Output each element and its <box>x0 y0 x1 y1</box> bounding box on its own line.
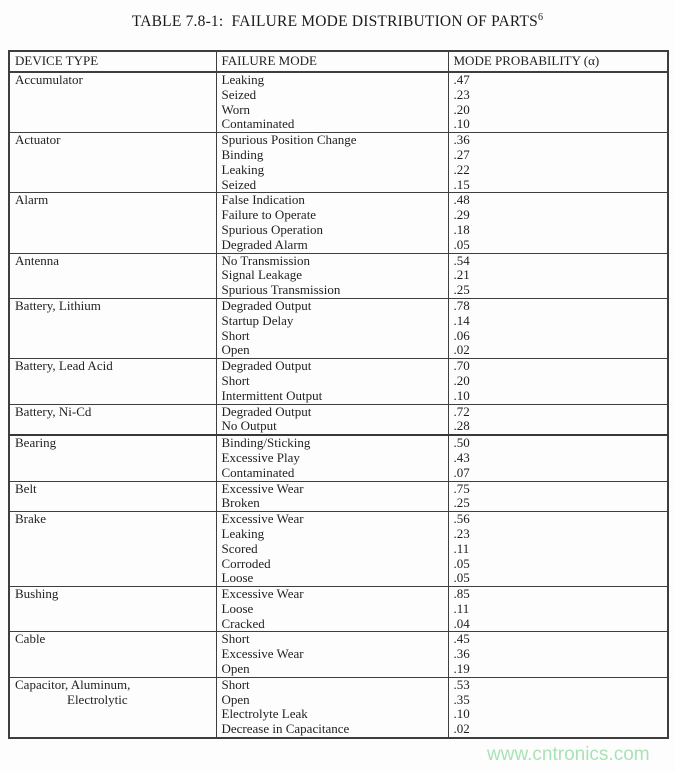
failure-mode-cell: Cracked <box>216 617 448 632</box>
failure-mode-cell: Scored <box>216 542 448 557</box>
failure-mode-cell: Open <box>216 343 448 358</box>
failure-mode-cell: False Indication <box>216 193 448 208</box>
failure-mode-cell: Short <box>216 329 448 344</box>
device-type-label: Alarm <box>15 192 49 208</box>
mode-probability-cell: .53 <box>448 677 668 692</box>
mode-probability-cell: .04 <box>448 617 668 632</box>
mode-probability-cell: .05 <box>448 238 668 253</box>
device-type-label: Cable <box>15 631 46 647</box>
device-type-cell <box>9 298 216 358</box>
mode-probability-cell: .29 <box>448 208 668 223</box>
mode-probability-cell: .21 <box>448 268 668 283</box>
failure-mode-cell: Contaminated <box>216 117 448 132</box>
failure-mode-cell: Intermittent Output <box>216 389 448 404</box>
mode-probability-cell: .23 <box>448 527 668 542</box>
mode-probability-cell: .50 <box>448 435 668 451</box>
mode-probability-cell: .72 <box>448 404 668 419</box>
failure-mode-cell: Leaking <box>216 527 448 542</box>
device-type-label: Antenna <box>15 253 60 268</box>
mode-probability-cell: .05 <box>448 571 668 586</box>
failure-mode-cell: Spurious Operation <box>216 223 448 238</box>
device-type-cell <box>9 359 216 404</box>
failure-mode-cell: Degraded Alarm <box>216 238 448 253</box>
header-failure-mode: FAILURE MODE <box>216 51 448 72</box>
failure-mode-cell: No Transmission <box>216 253 448 268</box>
mode-probability-cell: .19 <box>448 662 668 677</box>
device-type-label: Bearing <box>15 435 57 451</box>
mode-probability-cell: .02 <box>448 722 668 738</box>
table-row <box>9 481 668 496</box>
table-row <box>9 632 668 647</box>
table-row <box>9 404 668 419</box>
failure-mode-cell: Excessive Wear <box>216 512 448 527</box>
failure-mode-cell: Excessive Wear <box>216 647 448 662</box>
device-type-cell <box>9 481 216 512</box>
mode-probability-cell: .85 <box>448 587 668 602</box>
mode-probability-cell: .54 <box>448 253 668 268</box>
device-type-label-line2: Electrolytic <box>67 691 128 707</box>
failure-table-body <box>9 72 668 738</box>
mode-probability-cell: .18 <box>448 223 668 238</box>
mode-probability-cell: .45 <box>448 632 668 647</box>
failure-mode-cell: Degraded Output <box>216 298 448 313</box>
device-type-cell <box>9 677 216 738</box>
mode-probability-cell: .10 <box>448 707 668 722</box>
device-type-cell <box>9 253 216 298</box>
table-row <box>9 298 668 313</box>
failure-mode-cell: Open <box>216 693 448 708</box>
failure-mode-cell: Degraded Output <box>216 359 448 374</box>
failure-mode-cell: Loose <box>216 602 448 617</box>
failure-mode-cell: Leaking <box>216 163 448 178</box>
header-mode-probability: MODE PROBABILITY (α) <box>448 51 668 72</box>
mode-probability-cell: .23 <box>448 88 668 103</box>
table-row <box>9 677 668 692</box>
device-type-label: Accumulator <box>15 72 83 87</box>
failure-mode-cell: Spurious Transmission <box>216 283 448 298</box>
mode-probability-cell: .11 <box>448 542 668 557</box>
device-type-label: Brake <box>15 511 47 527</box>
device-type-cell <box>9 512 216 587</box>
device-type-cell <box>9 587 216 632</box>
mode-probability-cell: .28 <box>448 419 668 435</box>
mode-probability-cell: .15 <box>448 178 668 193</box>
device-type-label: Battery, Lithium <box>15 298 101 313</box>
failure-mode-cell: Loose <box>216 571 448 586</box>
device-type-label: Battery, Ni-Cd <box>15 404 92 419</box>
mode-probability-cell: .20 <box>448 103 668 118</box>
failure-mode-cell: Excessive Wear <box>216 587 448 602</box>
failure-mode-cell: No Output <box>216 419 448 435</box>
failure-mode-cell: Decrease in Capacitance <box>216 722 448 738</box>
mode-probability-cell: .22 <box>448 163 668 178</box>
failure-mode-cell: Short <box>216 677 448 692</box>
device-type-label: Battery, Lead Acid <box>15 358 113 374</box>
failure-mode-cell: Failure to Operate <box>216 208 448 223</box>
mode-probability-cell: .06 <box>448 329 668 344</box>
failure-mode-cell: Signal Leakage <box>216 268 448 283</box>
mode-probability-cell: .48 <box>448 193 668 208</box>
mode-probability-cell: .02 <box>448 343 668 358</box>
mode-probability-cell: .10 <box>448 117 668 132</box>
failure-mode-cell: Spurious Position Change <box>216 133 448 148</box>
failure-mode-cell: Excessive Play <box>216 451 448 466</box>
table-title <box>0 13 675 31</box>
mode-probability-cell: .35 <box>448 693 668 708</box>
mode-probability-cell: .75 <box>448 481 668 496</box>
mode-probability-cell: .27 <box>448 148 668 163</box>
table-row <box>9 253 668 268</box>
failure-mode-cell: Worn <box>216 103 448 118</box>
mode-probability-cell: .25 <box>448 496 668 511</box>
mode-probability-cell: .25 <box>448 283 668 298</box>
table-row <box>9 512 668 527</box>
failure-mode-cell: Startup Delay <box>216 314 448 329</box>
failure-mode-cell: Open <box>216 662 448 677</box>
device-type-cell <box>9 193 216 253</box>
failure-mode-cell: Short <box>216 374 448 389</box>
failure-mode-cell: Leaking <box>216 72 448 88</box>
mode-probability-cell: .78 <box>448 298 668 313</box>
table-row <box>9 133 668 148</box>
mode-probability-cell: .47 <box>448 72 668 88</box>
table-title-footnote: 6 <box>537 11 544 23</box>
failure-mode-cell: Degraded Output <box>216 404 448 419</box>
device-type-label: Belt <box>15 481 37 496</box>
mode-probability-cell: .56 <box>448 512 668 527</box>
mode-probability-cell: .10 <box>448 389 668 404</box>
mode-probability-cell: .70 <box>448 359 668 374</box>
failure-mode-cell: Short <box>216 632 448 647</box>
mode-probability-cell: .36 <box>448 133 668 148</box>
failure-mode-cell: Seized <box>216 178 448 193</box>
table-row <box>9 435 668 451</box>
device-type-label: Actuator <box>15 132 61 148</box>
device-type-label: Capacitor, Aluminum, <box>15 677 131 692</box>
table-row <box>9 72 668 88</box>
failure-mode-cell: Excessive Wear <box>216 481 448 496</box>
table-row <box>9 359 668 374</box>
device-type-cell <box>9 72 216 133</box>
mode-probability-cell: .07 <box>448 466 668 481</box>
failure-mode-cell: Contaminated <box>216 466 448 481</box>
table-row <box>9 587 668 602</box>
failure-mode-cell: Electrolyte Leak <box>216 707 448 722</box>
device-type-label: Bushing <box>15 586 59 602</box>
header-device-type: DEVICE TYPE <box>9 51 216 72</box>
failure-mode-cell: Broken <box>216 496 448 511</box>
table-title-text: TABLE 7.8-1: FAILURE MODE DISTRIBUTION OF PARTS <box>131 13 538 30</box>
mode-probability-cell: .14 <box>448 314 668 329</box>
device-type-cell <box>9 632 216 677</box>
failure-mode-cell: Corroded <box>216 557 448 572</box>
failure-mode-table <box>8 50 669 739</box>
table-row <box>9 193 668 208</box>
failure-mode-cell: Seized <box>216 88 448 103</box>
mode-probability-cell: .11 <box>448 602 668 617</box>
failure-mode-cell: Binding <box>216 148 448 163</box>
failure-mode-cell: Binding/Sticking <box>216 435 448 451</box>
table-header-row <box>9 51 668 72</box>
device-type-cell <box>9 133 216 193</box>
mode-probability-cell: .43 <box>448 451 668 466</box>
mode-probability-cell: .05 <box>448 557 668 572</box>
device-type-cell <box>9 404 216 435</box>
device-type-cell <box>9 435 216 481</box>
watermark: www.cntronics.com <box>487 744 650 765</box>
mode-probability-cell: .36 <box>448 647 668 662</box>
mode-probability-cell: .20 <box>448 374 668 389</box>
